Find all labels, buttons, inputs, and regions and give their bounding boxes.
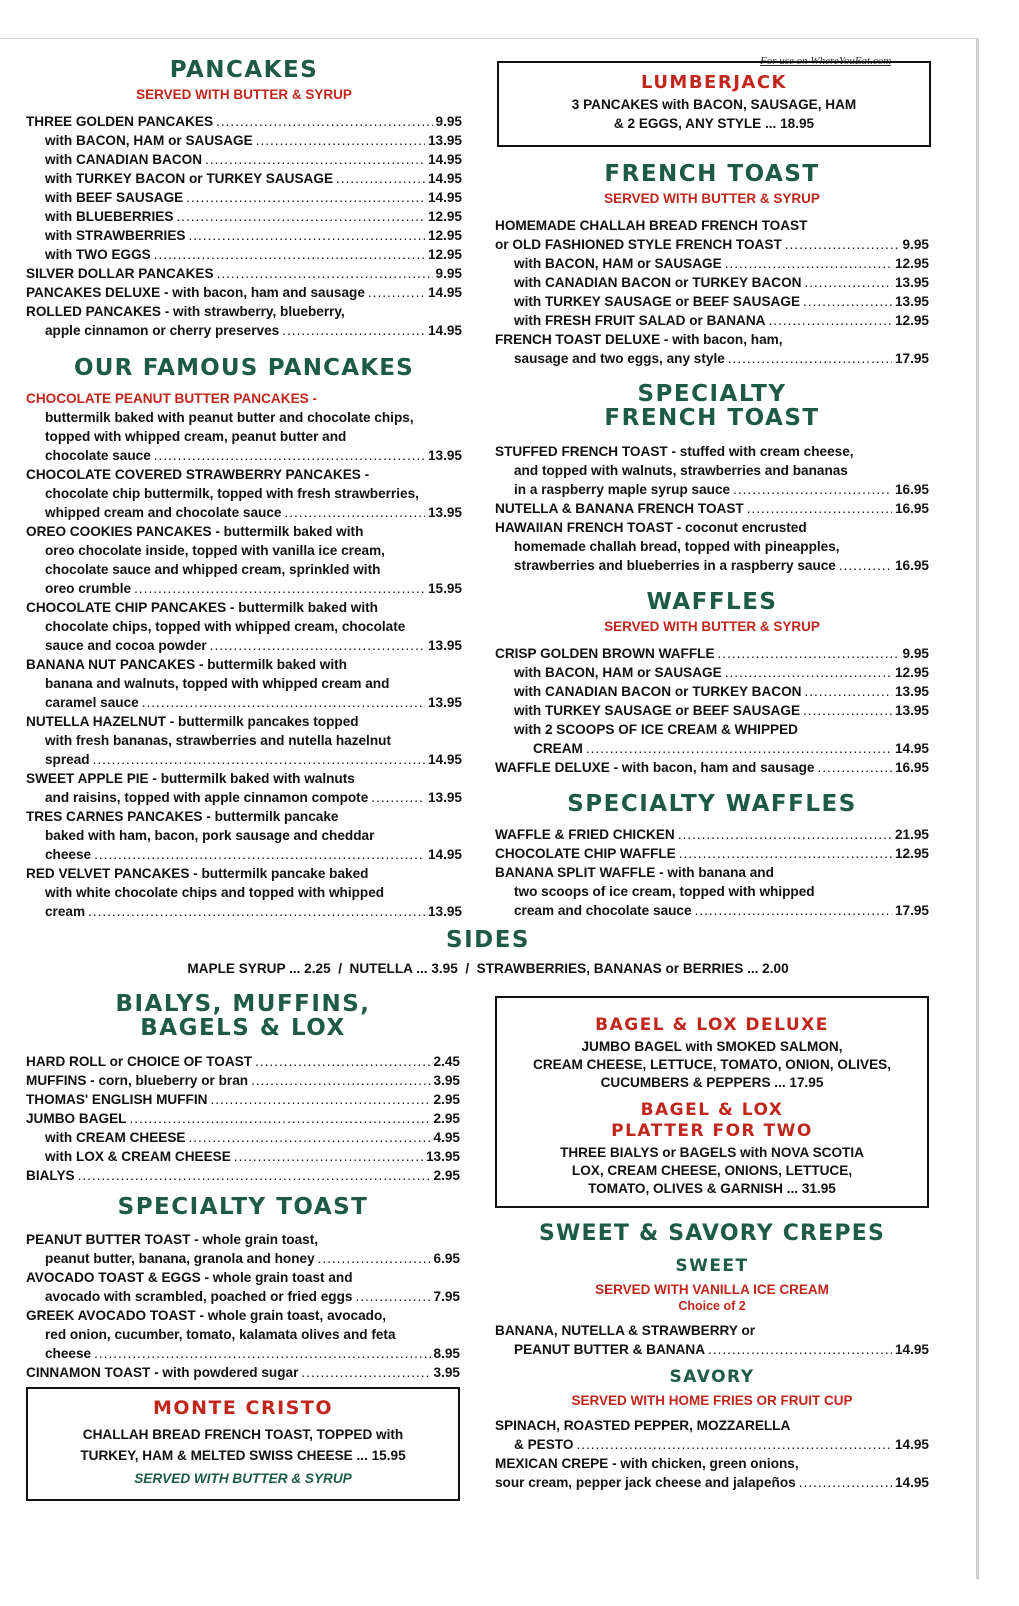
famous-item-line: chocolate chips, topped with whipped cream, chocolate: [45, 619, 406, 634]
menu-item: [495, 311, 929, 330]
waffles-subtitle: SERVED WITH BUTTER & SYRUP: [604, 619, 820, 634]
ft-deluxe-line2: sausage and two eggs, any style: [514, 351, 725, 366]
item-name: PANCAKES DELUXE - with bacon, ham and sausage: [26, 285, 365, 300]
menu-item: [495, 682, 929, 701]
crepes-savory-subtitle: SERVED WITH HOME FRIES OR FRUIT CUP: [571, 1393, 853, 1408]
famous-item-line: baked with ham, bacon, pork sausage and cheddar: [45, 828, 375, 843]
item-price: 14.95: [427, 171, 462, 186]
rolled-price: 14.95: [427, 323, 462, 338]
item-price: 2.95: [433, 1092, 460, 1107]
crepes-section: [495, 1221, 929, 1492]
famous-item-line: with white chocolate chips and topped with whipped: [45, 885, 385, 900]
lumberjack-title: LUMBERJACK: [640, 72, 788, 93]
menu-item: [26, 245, 462, 264]
menu-item: [495, 273, 929, 292]
monte-line1: CHALLAH BREAD FRENCH TOAST, TOPPED with: [82, 1427, 404, 1442]
famous-item: [26, 389, 462, 465]
famous-item-line: OREO COOKIES PANCAKES - buttermilk baked with: [26, 524, 364, 539]
famous-item-line: TRES CARNES PANCAKES - buttermilk pancake: [26, 809, 339, 824]
waffles-title: WAFFLES: [646, 589, 778, 615]
french-toast-list: [495, 235, 929, 330]
lumberjack-line2: & 2 EGGS, ANY STYLE ... 18.95: [613, 116, 815, 131]
bagel-platter-title2: PLATTER FOR TWO: [611, 1121, 813, 1141]
bagel-deluxe-line2: CREAM CHEESE, LETTUCE, TOMATO, ONION, OLIVES,: [533, 1057, 891, 1072]
item-price: 13.95: [425, 1149, 460, 1164]
bialys-list: [26, 1052, 460, 1185]
item-price: 2.45: [433, 1054, 460, 1069]
bagel-platter-title1: BAGEL & LOX: [640, 1100, 784, 1120]
sides-title: SIDES: [446, 927, 530, 953]
item-price: 12.95: [894, 665, 929, 680]
item-price: 12.95: [894, 313, 929, 328]
item-price: 21.95: [894, 827, 929, 842]
specialty-waffles-title: SPECIALTY WAFFLES: [567, 791, 857, 817]
bagel-lox-box: [495, 996, 929, 1208]
item-name: with STRAWBERRIES: [45, 228, 186, 243]
monte-note: SERVED WITH BUTTER & SYRUP: [134, 1471, 352, 1486]
ft-deluxe-price: 17.95: [894, 351, 929, 366]
lumberjack-line1: 3 PANCAKES with BACON, SAUSAGE, HAM: [571, 97, 857, 112]
rolled-line2: apple cinnamon or cherry preserves: [45, 323, 280, 338]
lumberjack-box: [497, 61, 931, 147]
item-name: or OLD FASHIONED STYLE FRENCH TOAST: [495, 237, 782, 252]
item-name: with CANADIAN BACON or TURKEY BACON: [514, 275, 802, 290]
item-name: JUMBO BAGEL: [26, 1111, 127, 1126]
famous-item-price: 13.95: [427, 638, 462, 653]
nutella-ft: NUTELLA & BANANA FRENCH TOAST: [495, 501, 744, 516]
bagel-deluxe-title: BAGEL & LOX DELUXE: [595, 1015, 829, 1035]
stuffed-line1: STUFFED FRENCH TOAST - stuffed with cream cheese,: [495, 444, 854, 459]
famous-item-line: chocolate chip buttermilk, topped with fresh strawberries,: [45, 486, 419, 501]
menu-item: [26, 1147, 460, 1166]
spinach-line2: & PESTO: [514, 1437, 574, 1452]
specialty-ft-title2: FRENCH TOAST: [604, 405, 820, 431]
famous-item-price: 15.95: [427, 581, 462, 596]
sides-line: MAPLE SYRUP ... 2.25 / NUTELLA ... 3.95 / STRAWBERRIES, BANANAS or BERRIES ... 2.00: [187, 961, 789, 976]
famous-list: [26, 389, 462, 921]
famous-item-last: caramel sauce: [45, 695, 139, 710]
mexican-price: 14.95: [894, 1475, 929, 1490]
item-name: with LOX & CREAM CHEESE: [45, 1149, 231, 1164]
famous-item-price: 13.95: [427, 790, 462, 805]
famous-title: OUR FAMOUS PANCAKES: [74, 355, 414, 381]
menu-item: [26, 169, 462, 188]
item-price: 13.95: [894, 275, 929, 290]
item-price: 9.95: [435, 114, 462, 129]
pancakes-list: [26, 112, 462, 302]
item-name: with TURKEY BACON or TURKEY SAUSAGE: [45, 171, 334, 186]
famous-item: [26, 598, 462, 655]
ft-deluxe-line1: FRENCH TOAST DELUXE - with bacon, ham,: [495, 332, 783, 347]
menu-page: [0, 38, 979, 1579]
item-name: MUFFINS - corn, blueberry or bran: [26, 1073, 249, 1088]
stuffed-price: 16.95: [894, 482, 929, 497]
rolled-pancakes: [26, 302, 462, 340]
famous-item-price: 13.95: [427, 904, 462, 919]
split-line2: two scoops of ice cream, topped with whipped: [514, 884, 815, 899]
item-price: 12.95: [427, 228, 462, 243]
famous-item: [26, 712, 462, 769]
item-name: BIALYS: [26, 1168, 75, 1183]
french-toast-title: FRENCH TOAST: [604, 161, 820, 187]
item-name: WAFFLE & FRIED CHICKEN: [495, 827, 675, 842]
famous-item-last: chocolate sauce: [45, 448, 151, 463]
famous-item-last: whipped cream and chocolate sauce: [45, 505, 282, 520]
famous-item-last: oreo crumble: [45, 581, 132, 596]
famous-item: [26, 807, 462, 864]
menu-item: [26, 1109, 460, 1128]
item-name: THREE GOLDEN PANCAKES: [26, 114, 214, 129]
pb-price: 6.95: [433, 1251, 460, 1266]
stuffed-line3: in a raspberry maple syrup sauce: [514, 482, 731, 497]
famous-item-line: CHOCOLATE COVERED STRAWBERRY PANCAKES -: [26, 467, 370, 482]
item-name: CRISP GOLDEN BROWN WAFFLE: [495, 646, 715, 661]
stuffed-line2: and topped with walnuts, strawberries and bananas: [514, 463, 848, 478]
famous-item-price: 13.95: [427, 505, 462, 520]
bialys-title1: BIALYS, MUFFINS,: [115, 991, 371, 1017]
pb-line1: PEANUT BUTTER TOAST - whole grain toast,: [26, 1232, 319, 1247]
mexican-line2: sour cream, pepper jack cheese and jalapeños: [495, 1475, 796, 1490]
menu-item: [495, 235, 929, 254]
famous-item-line: chocolate sauce and whipped cream, sprinkled with: [45, 562, 381, 577]
crepes-choice: Choice of 2: [678, 1299, 746, 1313]
item-price: 2.95: [433, 1168, 460, 1183]
famous-item: [26, 769, 462, 807]
scoops-line2: CREAM: [533, 741, 583, 756]
av-line1: AVOCADO TOAST & EGGS - whole grain toast and: [26, 1270, 353, 1285]
waffle-deluxe-price: 16.95: [894, 760, 929, 775]
split-line1: BANANA SPLIT WAFFLE - with banana and: [495, 865, 774, 880]
bagel-platter-line3: TOMATO, OLIVES & GARNISH ... 31.95: [588, 1181, 836, 1196]
item-price: 12.95: [427, 209, 462, 224]
specialty-ft-title1: SPECIALTY: [637, 381, 787, 407]
watermark: For use on WhereYouEat.com: [760, 55, 892, 67]
item-name: with CANADIAN BACON: [45, 152, 203, 167]
famous-item-line: SWEET APPLE PIE - buttermilk baked with walnuts: [26, 771, 355, 786]
famous-item-price: 13.95: [427, 695, 462, 710]
famous-item: [26, 522, 462, 598]
famous-item-line: banana and walnuts, topped with whipped cream and: [45, 676, 390, 691]
famous-item-line: RED VELVET PANCAKES - buttermilk pancake baked: [26, 866, 369, 881]
menu-item: [495, 254, 929, 273]
famous-item-line: CHOCOLATE PEANUT BUTTER PANCAKES -: [26, 391, 318, 406]
famous-item-line: CHOCOLATE CHIP PANCAKES - buttermilk baked with: [26, 600, 378, 615]
bagel-platter-line2: LOX, CREAM CHEESE, ONIONS, LETTUCE,: [571, 1163, 853, 1178]
specialty-toast-title: SPECIALTY TOAST: [117, 1194, 369, 1220]
famous-item-line: with fresh bananas, strawberries and nutella hazelnut: [45, 733, 391, 748]
famous-item-line: buttermilk baked with peanut butter and chocolate chips,: [45, 410, 414, 425]
item-price: 14.95: [427, 190, 462, 205]
item-price: 12.95: [894, 846, 929, 861]
hawaiian-line2: homemade challah bread, topped with pineapples,: [514, 539, 840, 554]
menu-item: [26, 283, 462, 302]
menu-item: [26, 226, 462, 245]
menu-item: [26, 264, 462, 283]
famous-item-line: BANANA NUT PANCAKES - buttermilk baked with: [26, 657, 347, 672]
item-price: 13.95: [894, 703, 929, 718]
bialys-section: [26, 992, 460, 1382]
split-price: 17.95: [894, 903, 929, 918]
sweet-line2: PEANUT BUTTER & BANANA: [514, 1342, 706, 1357]
crepes-sweet-subtitle: SERVED WITH VANILLA ICE CREAM: [595, 1282, 829, 1297]
waffle-list: [495, 644, 929, 720]
menu-item: [26, 188, 462, 207]
menu-item: [26, 1090, 460, 1109]
menu-item: [495, 701, 929, 720]
item-name: with TWO EGGS: [45, 247, 151, 262]
french-toast-subtitle: SERVED WITH BUTTER & SYRUP: [604, 191, 820, 206]
bagel-platter-line1: THREE BIALYS or BAGELS with NOVA SCOTIA: [560, 1145, 864, 1160]
sweet-price: 14.95: [894, 1342, 929, 1357]
menu-item: [26, 1166, 460, 1185]
crepes-title: SWEET & SAVORY CREPES: [538, 1221, 886, 1246]
item-name: with CANADIAN BACON or TURKEY BACON: [514, 684, 802, 699]
item-name: with FRESH FRUIT SALAD or BANANA: [514, 313, 766, 328]
menu-item: [26, 1071, 460, 1090]
item-name: with BACON, HAM or SAUSAGE: [514, 256, 722, 271]
famous-item: [26, 864, 462, 921]
scoops-price: 14.95: [894, 741, 929, 756]
mexican-line1: MEXICAN CREPE - with chicken, green onions,: [495, 1456, 799, 1471]
menu-item: [495, 292, 929, 311]
gr-line3: cheese: [45, 1346, 92, 1361]
split-line3: cream and chocolate sauce: [514, 903, 692, 918]
pancakes-subtitle: SERVED WITH BUTTER & SYRUP: [136, 87, 352, 102]
item-price: 2.95: [433, 1111, 460, 1126]
famous-item-line: topped with whipped cream, peanut butter and: [45, 429, 347, 444]
menu-item: [495, 644, 929, 663]
menu-item: [26, 150, 462, 169]
pb-line2: peanut butter, banana, granola and honey: [45, 1251, 315, 1266]
item-price: 9.95: [435, 266, 462, 281]
item-name: CHOCOLATE CHIP WAFFLE: [495, 846, 676, 861]
bialys-title2: BAGELS & LOX: [140, 1015, 346, 1041]
item-name: with BLUEBERRIES: [45, 209, 174, 224]
item-price: 12.95: [894, 256, 929, 271]
famous-item-line: oreo chocolate inside, topped with vanilla ice cream,: [45, 543, 385, 558]
famous-item-price: 13.95: [427, 448, 462, 463]
monte-cristo-box: [26, 1387, 460, 1501]
hawaiian-price: 16.95: [894, 558, 929, 573]
gr-line2: red onion, cucumber, tomato, kalamata olives and feta: [45, 1327, 396, 1342]
menu-item: [26, 207, 462, 226]
item-price: 9.95: [902, 237, 929, 252]
specialty-waffle-list: [495, 825, 929, 863]
pancakes-title: PANCAKES: [169, 57, 319, 83]
item-price: 9.95: [902, 646, 929, 661]
cin-line: CINNAMON TOAST - with powdered sugar: [26, 1365, 299, 1380]
av-line2: avocado with scrambled, poached or fried eggs: [45, 1289, 353, 1304]
bialys-title: [26, 992, 460, 1040]
famous-item-last: spread: [45, 752, 90, 767]
spinach-price: 14.95: [894, 1437, 929, 1452]
famous-item-last: and raisins, topped with apple cinnamon compote: [45, 790, 369, 805]
av-price: 7.95: [433, 1289, 460, 1304]
gr-price: 8.95: [433, 1346, 460, 1361]
item-price: 12.95: [427, 247, 462, 262]
menu-item: [26, 1128, 460, 1147]
crepes-sweet-title: SWEET: [675, 1256, 749, 1276]
french-toast-line1: HOMEMADE CHALLAH BREAD FRENCH TOAST: [495, 218, 808, 233]
gr-line1: GREEK AVOCADO TOAST - whole grain toast, avocado,: [26, 1308, 387, 1323]
item-name: with CREAM CHEESE: [45, 1130, 186, 1145]
famous-item-last: cream: [45, 904, 86, 919]
famous-item: [26, 655, 462, 712]
famous-item-price: 14.95: [427, 752, 462, 767]
famous-item-last: cheese: [45, 847, 92, 862]
item-price: 13.95: [894, 684, 929, 699]
menu-item: [495, 844, 929, 863]
item-name: HARD ROLL or CHOICE OF TOAST: [26, 1054, 253, 1069]
item-name: with BACON, HAM or SAUSAGE: [514, 665, 722, 680]
item-name: with TURKEY SAUSAGE or BEEF SAUSAGE: [514, 294, 801, 309]
item-price: 14.95: [427, 285, 462, 300]
monte-line2: TURKEY, HAM & MELTED SWISS CHEESE ... 15.95: [80, 1448, 406, 1463]
item-name: with TURKEY SAUSAGE or BEEF SAUSAGE: [514, 703, 801, 718]
item-name: SILVER DOLLAR PANCAKES: [26, 266, 214, 281]
menu-item: [26, 131, 462, 150]
crepes-savory-title: SAVORY: [669, 1367, 755, 1387]
nutella-ft-price: 16.95: [894, 501, 929, 516]
monte-title: MONTE CRISTO: [153, 1397, 333, 1419]
item-price: 13.95: [894, 294, 929, 309]
rolled-line1: ROLLED PANCAKES - with strawberry, blueberry,: [26, 304, 345, 319]
hawaiian-line1: HAWAIIAN FRENCH TOAST - coconut encrusted: [495, 520, 807, 535]
famous-item-last: sauce and cocoa powder: [45, 638, 207, 653]
menu-item: [26, 1052, 460, 1071]
waffle-deluxe: WAFFLE DELUXE - with bacon, ham and sausage: [495, 760, 815, 775]
hawaiian-line3: strawberries and blueberries in a raspberry sauce: [514, 558, 836, 573]
left-column: [26, 57, 462, 921]
specialty-ft-list: [495, 442, 929, 575]
item-price: 4.95: [433, 1130, 460, 1145]
spinach-line1: SPINACH, ROASTED PEPPER, MOZZARELLA: [495, 1418, 791, 1433]
specialty-toast-list: [26, 1230, 460, 1382]
bagel-deluxe-line1: JUMBO BAGEL with SMOKED SALMON,: [581, 1039, 843, 1054]
menu-item: [495, 663, 929, 682]
item-price: 13.95: [427, 133, 462, 148]
menu-item: [495, 825, 929, 844]
item-name: with BEEF SAUSAGE: [45, 190, 184, 205]
item-price: 3.95: [433, 1073, 460, 1088]
scoops-line1: with 2 SCOOPS OF ICE CREAM & WHIPPED: [514, 722, 798, 737]
menu-item: [26, 112, 462, 131]
cin-price: 3.95: [433, 1365, 460, 1380]
famous-item: [26, 465, 462, 522]
sides-section: [0, 927, 976, 978]
specialty-ft-title: [495, 382, 929, 430]
item-name: with BACON, HAM or SAUSAGE: [45, 133, 253, 148]
famous-item-line: NUTELLA HAZELNUT - buttermilk pancakes topped: [26, 714, 359, 729]
famous-item-price: 14.95: [427, 847, 462, 862]
right-column: [495, 161, 929, 920]
item-price: 14.95: [427, 152, 462, 167]
bagel-deluxe-line3: CUCUMBERS & PEPPERS ... 17.95: [600, 1075, 824, 1090]
sweet-line1: BANANA, NUTELLA & STRAWBERRY or: [495, 1323, 756, 1338]
item-name: THOMAS' ENGLISH MUFFIN: [26, 1092, 208, 1107]
